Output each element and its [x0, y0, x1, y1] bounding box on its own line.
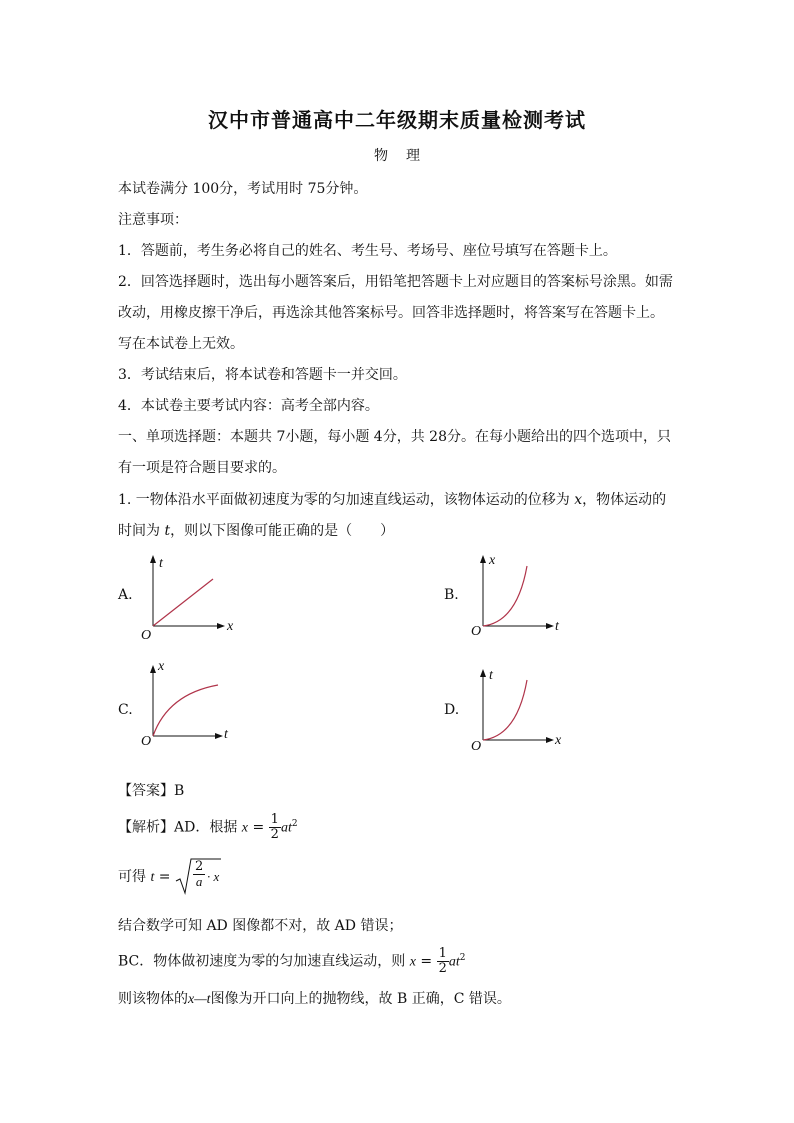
- analysis-prefix: 【解析】AD．根据: [118, 819, 238, 836]
- eq1-num: 1: [270, 812, 279, 828]
- eq2-tail: · x: [206, 869, 220, 884]
- option-c-label: C.: [118, 702, 133, 718]
- option-c-curve: [153, 685, 218, 736]
- eq2-equals: =: [158, 869, 171, 885]
- final-suffix: 图像为开口向上的抛物线，故 B 正确，C 错误。: [210, 991, 511, 1007]
- option-d-x-label: x: [555, 733, 562, 748]
- eq1-sup: 2: [291, 819, 298, 829]
- option-c-graph: [138, 660, 248, 750]
- eq2-lhs: t: [150, 870, 155, 885]
- option-d-y-label: t: [489, 668, 493, 683]
- option-c-y-label: x: [158, 659, 165, 674]
- notice-2b: 改动，用橡皮擦干净后，再选涂其他答案标号。回答非选择题时，将答案写在答题卡上。: [118, 305, 664, 321]
- conclusion-ad: 结合数学可知 AD 图像都不对，故 AD 错误；: [118, 918, 403, 934]
- option-d-curve: [483, 680, 527, 740]
- notice-4: 4．本试卷主要考试内容：高考全部内容。: [118, 398, 379, 414]
- option-d-graph: [469, 666, 579, 756]
- stem-text: ，物体运动的: [582, 492, 667, 508]
- eq3-lhs: x: [409, 954, 416, 970]
- notice-2a: 2．回答选择题时，选出每小题答案后，用铅笔把答题卡上对应题目的答案标号涂黑。如需: [118, 274, 673, 290]
- stem-text: 1. 一物体沿水平面做初速度为零的匀加速直线运动，该物体运动的位移为: [118, 492, 575, 508]
- eq3-equals: =: [420, 953, 433, 970]
- eq3-den: 2: [438, 961, 447, 977]
- question-stem-b: [118, 520, 394, 540]
- option-a-y-label: t: [159, 556, 163, 571]
- eq3-num: 1: [438, 946, 447, 962]
- option-c-origin: O: [141, 734, 152, 749]
- subject-title: 物理: [374, 148, 438, 164]
- eq1-fraction: [269, 813, 281, 842]
- option-d-origin: O: [471, 739, 482, 754]
- notice-1: 1．答题前，考生务必将自己的姓名、考生号、考场号、座位号填写在答题卡上。: [118, 243, 617, 259]
- section-heading-b: 有一项是符合题目要求的。: [118, 460, 286, 476]
- option-a-curve: [153, 579, 213, 626]
- eq2-den: a: [195, 874, 203, 889]
- final-var: x—t: [188, 992, 211, 1007]
- bc-prefix: BC．物体做初速度为零的匀加速直线运动，则: [118, 953, 406, 970]
- option-b-y-label: x: [489, 553, 496, 568]
- option-b-graph: [469, 552, 579, 642]
- option-c-x-label: t: [224, 727, 228, 742]
- eq1-rhs: at: [280, 820, 292, 836]
- score-line: 本试卷满分 100分，考试用时 75分钟。: [118, 181, 368, 197]
- option-a-x-label: x: [227, 619, 234, 634]
- option-b-x-label: t: [555, 619, 559, 634]
- option-b-origin: O: [471, 624, 482, 639]
- section-heading-a: 一、单项选择题：本题共 7小题，每小题 4分，共 28分。在每小题给出的四个选项中，只: [118, 429, 671, 445]
- option-b-label: B.: [444, 587, 459, 603]
- option-a-origin: O: [141, 628, 152, 643]
- derive-prefix: 可得: [118, 869, 146, 885]
- stem-text: 时间为: [118, 523, 165, 539]
- notice-2c: 写在本试卷上无效。: [118, 336, 244, 352]
- eq2-sqrt: [175, 856, 223, 898]
- option-b-curve: [483, 566, 527, 626]
- derive-line: [118, 856, 223, 898]
- eq3-sup: 2: [459, 953, 466, 963]
- bc-line: [118, 940, 465, 976]
- eq1-lhs: x: [241, 820, 249, 836]
- page-title: 汉中市普通高中二年级期末质量检测考试: [208, 108, 586, 132]
- eq1-equals: =: [252, 819, 265, 836]
- analysis-line: [118, 806, 298, 842]
- notice-3: 3．考试结束后，将本试卷和答题卡一并交回。: [118, 367, 407, 383]
- notice-heading: 注意事项：: [118, 212, 188, 228]
- eq2-num: 2: [194, 859, 204, 874]
- stem-text: ，则以下图像可能正确的是（ ）: [170, 523, 395, 539]
- option-d-label: D.: [444, 702, 460, 718]
- stem-var-t: t: [164, 523, 171, 539]
- final-prefix: 则该物体的: [118, 991, 188, 1007]
- eq2-fraction: [193, 860, 205, 889]
- stem-var-x: x: [574, 492, 583, 508]
- question-stem-a: [118, 489, 666, 509]
- eq3-rhs: at: [448, 954, 460, 970]
- eq1-den: 2: [270, 827, 279, 843]
- eq3-fraction: [437, 947, 449, 976]
- option-a-graph: [138, 552, 248, 642]
- option-a-label: A.: [118, 587, 133, 603]
- final-line: [118, 988, 511, 1008]
- answer-line: 【答案】B: [118, 783, 185, 799]
